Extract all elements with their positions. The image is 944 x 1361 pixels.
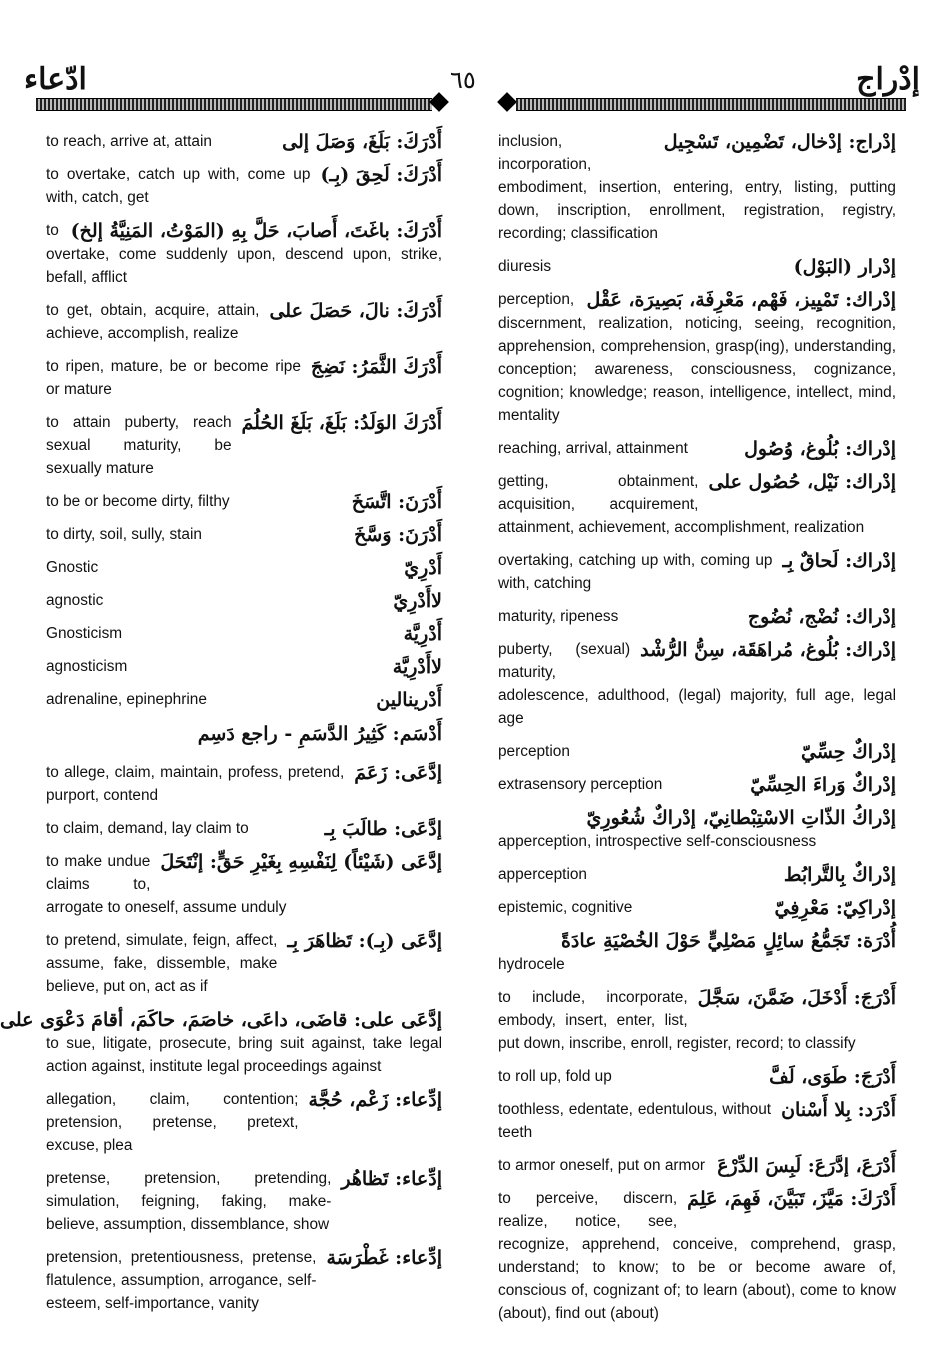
dictionary-definition: perception — [498, 743, 570, 760]
dictionary-entry — [46, 817, 442, 840]
dictionary-entry — [498, 929, 896, 976]
dictionary-headword: إدْراك: تَمْيِيز، فَهْم، مَعْرِفَة، بَصِيرَة، عَقْل — [586, 289, 896, 311]
dictionary-headword: إدَّعَى: زَعَمَ — [354, 762, 442, 784]
dictionary-headword: أَدْرَعَ، إدَّرَعَ: لَبِسَ الدِّرْعَ — [717, 1155, 896, 1177]
dictionary-entry — [498, 740, 896, 763]
left-column — [0, 130, 442, 1325]
dictionary-headword: أُدْرَة: تَجَمُّعُ سائِلٍ مَصْلِيٍّ حَوْلَ الخُصْيَةِ عادَةً — [560, 930, 896, 952]
dictionary-entry — [46, 523, 442, 546]
dictionary-entry — [46, 355, 442, 401]
dictionary-headword: إدَّعَى على: قاضَى، داعَى، خاصَمَ، حاكَمَ، أقامَ دَعْوَى على — [0, 1009, 442, 1031]
dictionary-definition: to get, obtain, acquire, attain, achieve, accomplish, realize — [46, 302, 260, 342]
header-rule-right — [516, 98, 906, 111]
dictionary-headword: أَدْرَكَ: مَيَّزَ، تَبَيَّنَ، فَهِمَ، عَلِمَ — [687, 1188, 896, 1210]
dictionary-definition: to pretend, simulate, feign, affect, assume, fake, dissemble, make believe, put on, act as if — [46, 932, 278, 995]
dictionary-headword: أَدْرَنَ: اتَّسَخَ — [351, 491, 442, 513]
dictionary-definition: to perceive, discern, realize, notice, see, recognize, apprehend, conceive, comprehend, grasp, understand; to know; to be or become aware of, conscious of, cognizant of; to learn (about), come to know (about), find out (about) — [498, 1190, 896, 1322]
dictionary-headword: إدْراك: بُلُوغ، وُصُول — [744, 438, 896, 460]
dictionary-definition: hydrocele — [498, 956, 565, 973]
dictionary-definition: extrasensory perception — [498, 776, 663, 793]
dictionary-entry — [46, 299, 442, 345]
dictionary-entry — [498, 896, 896, 919]
dictionary-definition: reaching, arrival, attainment — [498, 440, 688, 457]
dictionary-headword: إدَّعَى (بِـ): تَظاهَرَ بِـ — [287, 930, 442, 952]
dictionary-definition: to reach, arrive at, attain — [46, 133, 212, 150]
dictionary-entry — [498, 437, 896, 460]
dictionary-headword: إدْراك: نُضْج، نُضُوج — [747, 606, 896, 628]
header-guide-word-right: إدْراج — [856, 62, 920, 97]
dictionary-definition: perception, discernment, realization, noticing, seeing, recognition, apprehension, comprehension, grasp(ing), understanding, conception; awareness, consciousness, cognizance, cognition; knowledge; reason, intelligence, intellect, mind, mentality — [498, 291, 896, 424]
dictionary-headword: أَدْرَكَ الوَلَدُ: بَلَغَ، بَلَغَ الحُلُمَ — [241, 412, 442, 434]
dictionary-entry — [46, 622, 442, 645]
dictionary-headword: إدْرار (البَوْل) — [793, 256, 896, 278]
dictionary-headword: أَدْرَجَ: أَدْخَلَ، ضَمَّنَ، سَجَّلَ — [697, 987, 896, 1009]
dictionary-definition: to roll up, fold up — [498, 1068, 612, 1085]
dictionary-definition: inclusion, incorporation, embodiment, insertion, entering, entry, listing, putting down, inscription, enrollment, registration, registry, recording; classification — [498, 133, 896, 242]
dictionary-headword: أَدْرَجَ: طَوَى، لَفَّ — [769, 1066, 896, 1088]
dictionary-headword: لاأَدْرِيَّة — [392, 656, 442, 678]
dictionary-definition: agnosticism — [46, 658, 128, 675]
page-number: ٦٥ — [450, 66, 476, 94]
dictionary-entry — [498, 288, 896, 427]
dictionary-headword: إدْراك: بُلُوغ، مُراهَقَة، سِنُّ الرُّشْد — [640, 639, 896, 661]
dictionary-headword: لاأَدْرِيّ — [393, 590, 442, 612]
dictionary-definition: pretense, pretension, pretending, simulation, feigning, faking, make-believe, assumption, dissemblance, show — [46, 1170, 332, 1233]
dictionary-headword: إدَّعَى: طالَبَ بِـ — [324, 818, 442, 840]
dictionary-definition: to make undue claims to, arrogate to oneself, assume unduly — [46, 853, 287, 916]
dictionary-definition: to sue, litigate, prosecute, bring suit against, take legal action against, institute legal proceedings against — [46, 1035, 442, 1075]
dictionary-definition: to overtake, come suddenly upon, descend upon, strike, befall, afflict — [46, 222, 442, 286]
dictionary-definition: puberty, (sexual) maturity, adolescence, adulthood, (legal) majority, full age, legal age — [498, 641, 896, 727]
dictionary-definition: agnostic — [46, 592, 104, 609]
dictionary-headword: أَدْرَكَ: نالَ، حَصَلَ على — [269, 300, 442, 322]
dictionary-definition: to claim, demand, lay claim to — [46, 820, 249, 837]
diamond-ornament-icon — [497, 92, 517, 112]
dictionary-entry — [498, 470, 896, 539]
dictionary-headword: أَدْرَكَ: باغَتَ، أَصابَ، حَلَّ بِهِ (المَوْتُ، المَنِيَّةُ إلخ) — [70, 220, 442, 242]
dictionary-entry — [46, 163, 442, 209]
dictionary-entry — [46, 589, 442, 612]
dictionary-headword: إدْراكٌ حِسِّيّ — [801, 741, 896, 763]
dictionary-definition: to dirty, soil, sully, stain — [46, 526, 202, 543]
dictionary-entry — [498, 986, 896, 1055]
dictionary-definition: to include, incorporate, embody, insert, enter, list, put down, inscribe, enroll, register, record; to classify — [498, 989, 856, 1052]
dictionary-entry — [498, 1187, 896, 1325]
dictionary-entry — [46, 219, 442, 289]
dictionary-entry — [46, 1246, 442, 1315]
dictionary-definition: Gnosticism — [46, 625, 123, 642]
dictionary-entry — [498, 1065, 896, 1088]
dictionary-headword: أَدْرَكَ الثَّمَرُ: نَضِجَ — [310, 356, 442, 378]
dictionary-definition: epistemic, cognitive — [498, 899, 633, 916]
dictionary-headword: إدْراكٌ بِالتَّرابُط — [783, 864, 896, 886]
dictionary-definition: to allege, claim, maintain, profess, pretend, purport, contend — [46, 764, 345, 804]
dictionary-entry — [46, 850, 442, 919]
dictionary-definition: maturity, ripeness — [498, 608, 619, 625]
dictionary-headword: أَدْسَم: كَثِيرُ الدَّسَمِ - راجع دَسِم — [197, 723, 442, 745]
dictionary-headword: إدْراك: نَيْل، حُصُول على — [708, 471, 896, 493]
dictionary-definition: to overtake, catch up with, come up with, catch, get — [46, 166, 311, 206]
dictionary-entry — [46, 1088, 442, 1157]
dictionary-entry — [498, 863, 896, 886]
dictionary-headword: إدْراكُ الذّاتِ الاسْتِبْطانِيّ، إدْراكٌ شُعُورِيّ — [586, 807, 896, 829]
dictionary-headword: أَدْرِيّ — [404, 557, 442, 579]
dictionary-entry — [46, 411, 442, 480]
dictionary-entry — [46, 556, 442, 579]
dictionary-headword: إدْراكٌ وَراءَ الحِسِّيّ — [750, 774, 896, 796]
dictionary-entry — [498, 605, 896, 628]
dictionary-headword: إدِّعاء: تَظاهُر — [341, 1168, 442, 1190]
dictionary-definition: pretension, pretentiousness, pretense, flatulence, assumption, arrogance, self-esteem, self-importance, vanity — [46, 1249, 317, 1312]
dictionary-entry — [498, 255, 896, 278]
dictionary-definition: to be or become dirty, filthy — [46, 493, 230, 510]
dictionary-entry — [498, 1154, 896, 1177]
dictionary-headword: أَدْرَد: بِلا أَسْنان — [781, 1099, 896, 1121]
dictionary-headword: أَدْرَكَ: بَلَغَ، وَصَلَ إلى — [282, 131, 442, 153]
dictionary-headword: إدْراك: لَحاقٌ بِـ — [782, 550, 896, 572]
dictionary-entry — [46, 761, 442, 807]
dictionary-entry — [498, 549, 896, 595]
dictionary-definition: getting, obtainment, acquisition, acquirement, attainment, achievement, accomplishment, realization — [498, 473, 865, 536]
dictionary-headword: أَدْرينالين — [376, 689, 442, 711]
dictionary-entry — [0, 1008, 442, 1078]
dictionary-definition: allegation, claim, contention; pretension, pretense, pretext, excuse, plea — [46, 1091, 299, 1154]
dictionary-definition: Gnostic — [46, 559, 99, 576]
dictionary-entry — [498, 638, 896, 730]
dictionary-entry — [46, 655, 442, 678]
diamond-ornament-icon — [429, 92, 449, 112]
dictionary-definition: apperception, introspective self-consciousness — [498, 833, 817, 850]
dictionary-entry — [46, 688, 442, 711]
dictionary-entry — [46, 929, 442, 998]
right-column — [498, 130, 896, 1335]
dictionary-headword: أَدْرِيَّة — [403, 623, 442, 645]
dictionary-entry — [498, 1098, 896, 1144]
dictionary-entry — [46, 1167, 442, 1236]
header-guide-word-left: ادّعاء — [24, 62, 87, 97]
dictionary-definition: to attain puberty, reach sexual maturity, be sexually mature — [46, 414, 232, 477]
header-rule-left — [36, 98, 432, 111]
dictionary-definition: to armor oneself, put on armor — [498, 1157, 706, 1174]
dictionary-definition: overtaking, catching up with, coming up with, catching — [498, 552, 773, 592]
dictionary-entry — [46, 490, 442, 513]
dictionary-definition: to ripen, mature, be or become ripe or mature — [46, 358, 301, 398]
dictionary-headword: أَدْرَكَ: لَحِقَ (بِـ) — [320, 164, 442, 186]
dictionary-definition: toothless, edentate, edentulous, without teeth — [498, 1101, 772, 1141]
dictionary-entry — [46, 130, 442, 153]
dictionary-headword: أَدْرَنَ: وَسَّخَ — [354, 524, 442, 546]
dictionary-definition: diuresis — [498, 258, 552, 275]
dictionary-headword: إدَّعَى (شَيْئاً) لِنَفْسِهِ بِغَيْرِ حَقٍّ: إنْتَحَلَ — [160, 851, 442, 873]
dictionary-headword: إدْراكِيّ: مَعْرِفِيّ — [774, 897, 896, 919]
dictionary-headword: إدِّعاء: غَطْرَسَة — [326, 1247, 442, 1269]
dictionary-definition: adrenaline, epinephrine — [46, 691, 207, 708]
dictionary-entry — [498, 773, 896, 796]
dictionary-headword: إدْراج: إدْخال، تَضْمِين، تَسْجِيل — [663, 131, 896, 153]
dictionary-definition: apperception — [498, 866, 587, 883]
dictionary-headword: إدِّعاء: زَعْم، حُجَّة — [308, 1089, 442, 1111]
dictionary-entry — [498, 806, 896, 853]
dictionary-entry — [498, 130, 896, 245]
